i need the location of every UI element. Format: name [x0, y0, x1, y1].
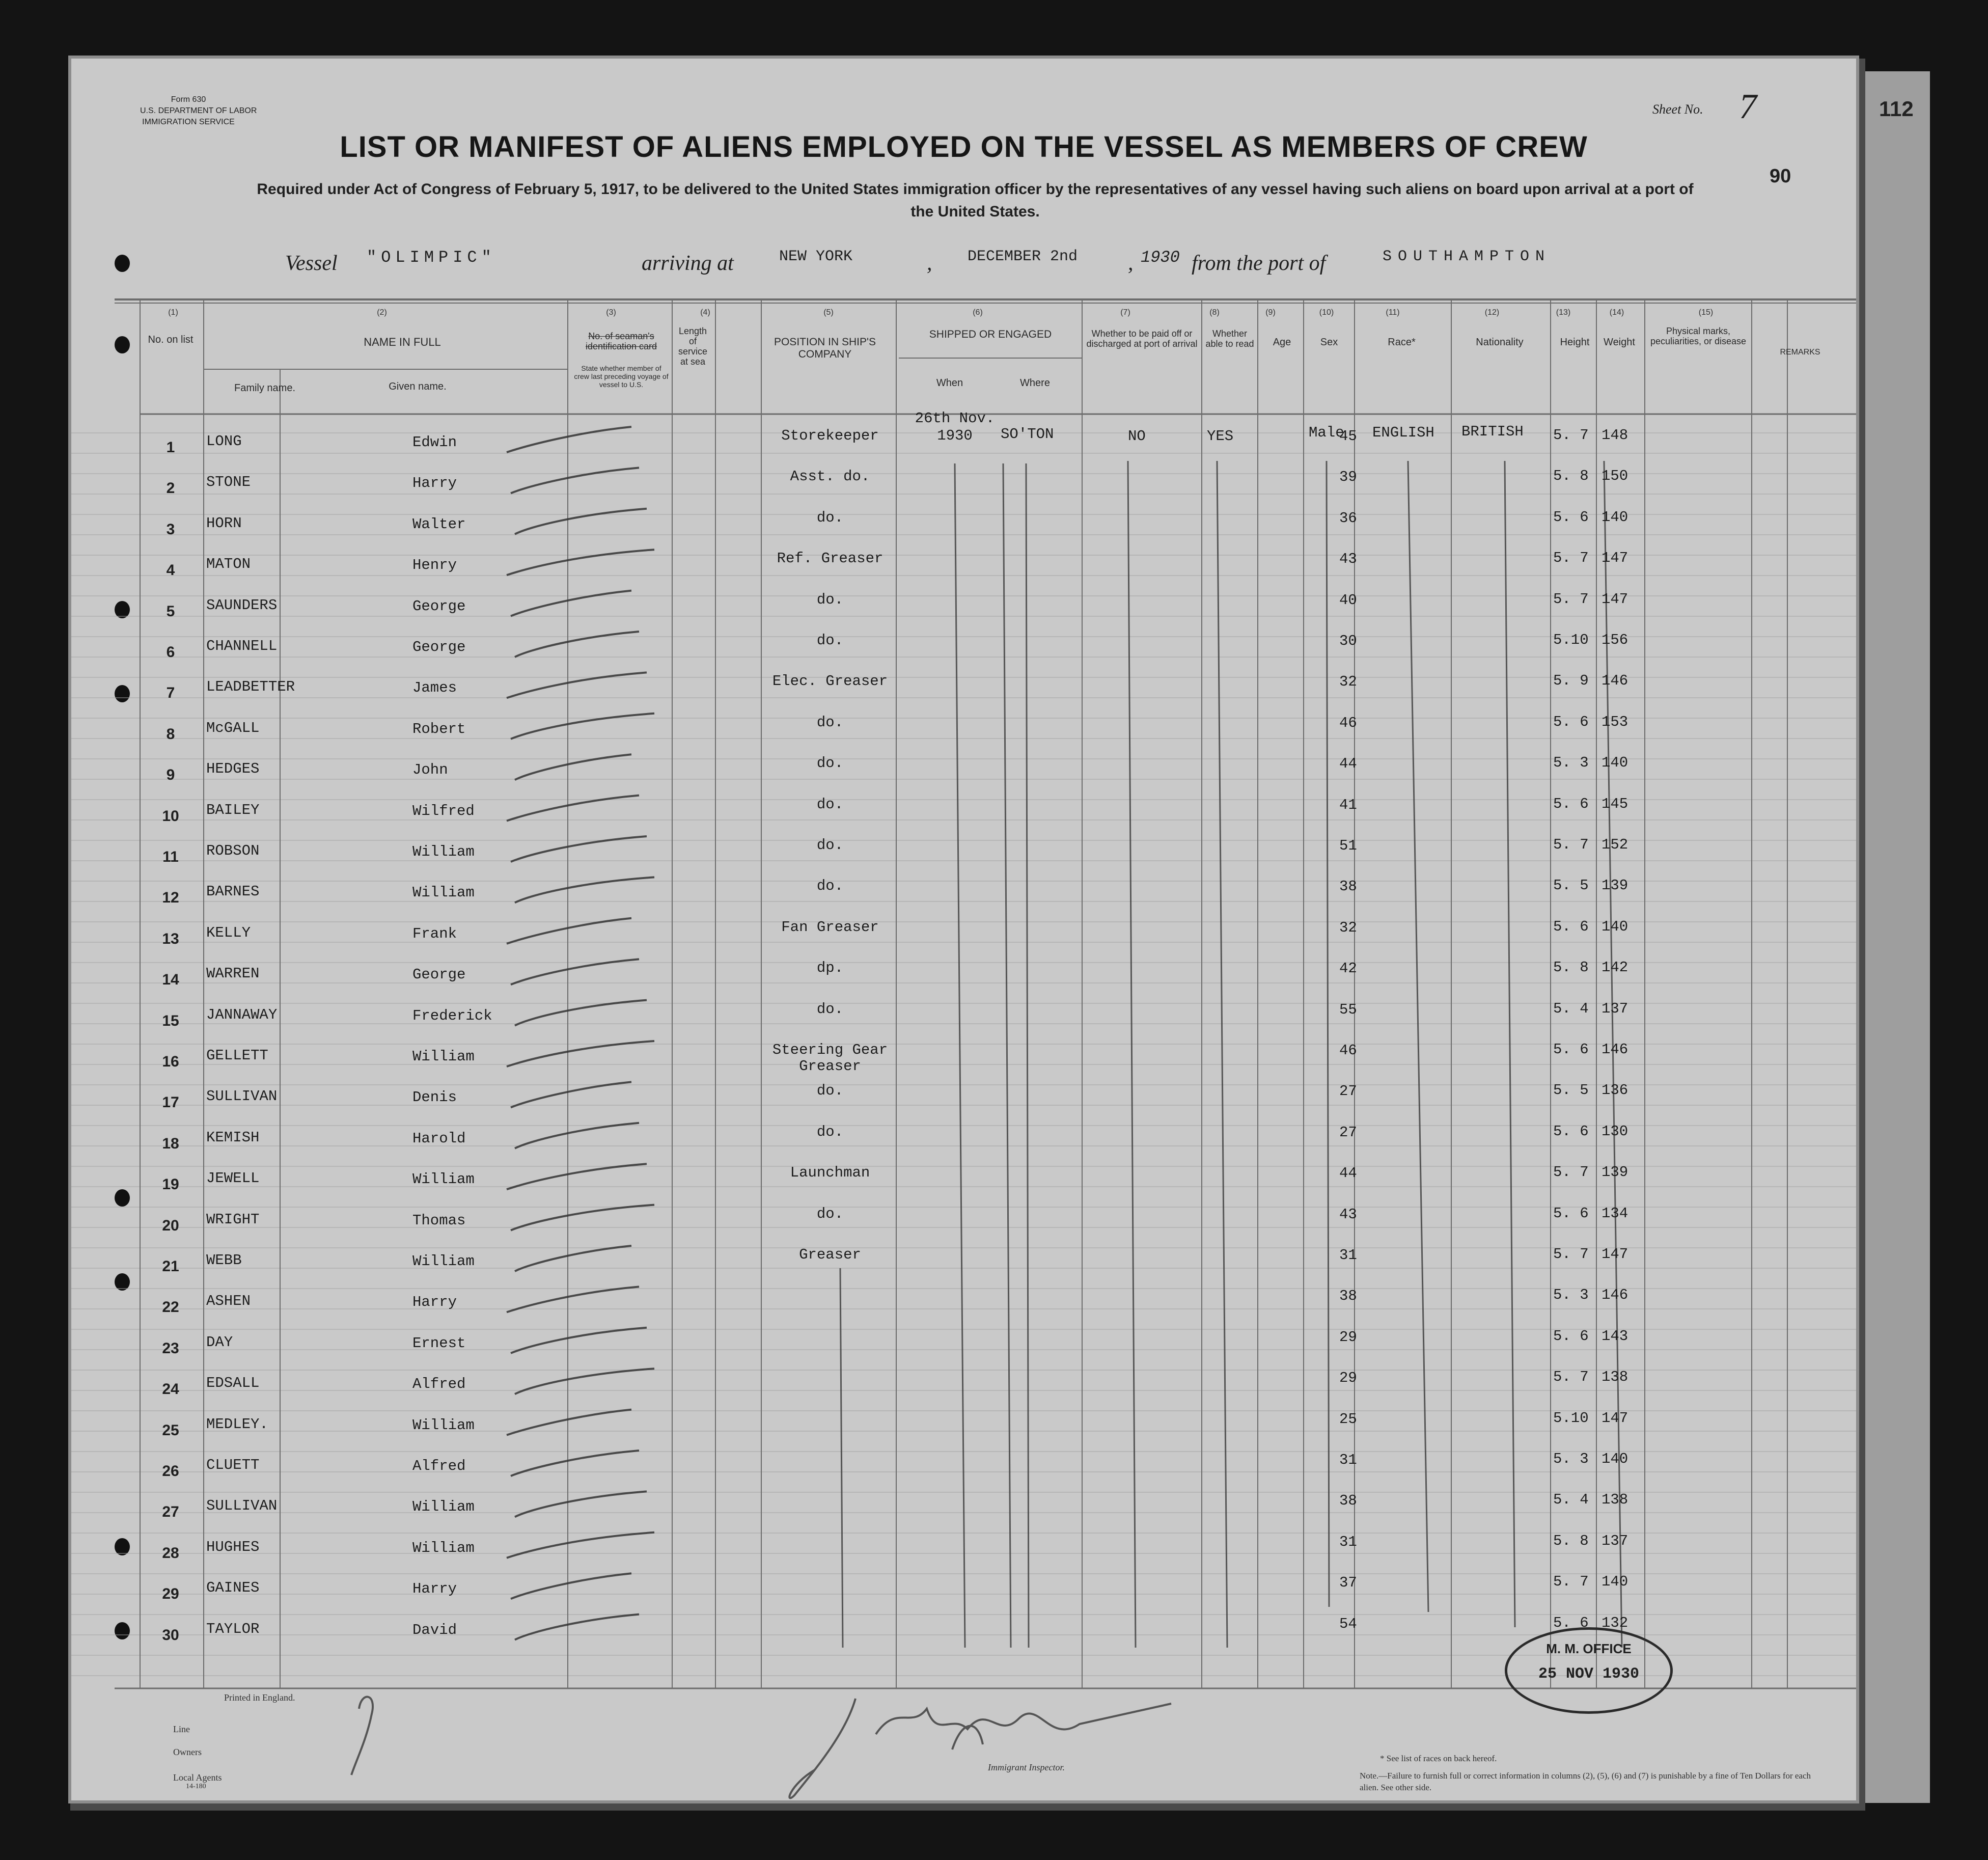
row-number: 13: [162, 930, 179, 947]
local-agents-label: Local Agents: [173, 1772, 222, 1783]
header-position: POSITION IN SHIP'S COMPANY: [774, 336, 876, 360]
sheet-number: 7: [1739, 87, 1757, 126]
weight: 145: [1602, 795, 1628, 812]
column-number: (11): [1386, 308, 1400, 317]
age: 27: [1339, 1124, 1357, 1141]
position: do.: [816, 1123, 844, 1140]
family-name: MEDLEY.: [206, 1415, 268, 1433]
height: 5. 7: [1553, 427, 1589, 444]
form-number: Form 630: [171, 95, 206, 104]
given-name: George: [412, 639, 466, 655]
family-name: HEDGES: [206, 760, 260, 778]
family-name: CLUETT: [206, 1457, 260, 1473]
row-number: 30: [162, 1626, 179, 1644]
header-where: Where: [1020, 377, 1050, 389]
header-nationality: Nationality: [1476, 337, 1524, 348]
given-name: Henry: [412, 557, 457, 574]
height: 5. 4: [1553, 1000, 1589, 1017]
row-number: 1: [166, 439, 175, 456]
family-name: LEADBETTER: [206, 678, 295, 696]
column-number: (7): [1120, 308, 1130, 317]
weight: 148: [1602, 427, 1628, 444]
weight: 147: [1602, 1246, 1628, 1263]
weight: 147: [1602, 1409, 1628, 1427]
row-number: 6: [166, 644, 175, 661]
column-number: (15): [1698, 308, 1714, 317]
family-name: ASHEN: [206, 1293, 251, 1310]
age: 40: [1339, 591, 1357, 609]
given-name: Ernest: [412, 1334, 466, 1352]
age: 36: [1339, 509, 1357, 527]
family-name: JANNAWAY: [206, 1006, 278, 1023]
weight: 140: [1602, 754, 1628, 772]
family-name: KELLY: [206, 924, 251, 941]
nationality-value: BRITISH: [1461, 423, 1524, 440]
age: 42: [1339, 960, 1357, 977]
page-title: LIST OR MANIFEST OF ALIENS EMPLOYED ON THE VESSEL AS MEMBERS OF CREW: [340, 130, 1588, 163]
family-name: EDSALL: [206, 1375, 260, 1392]
family-name: WRIGHT: [206, 1211, 260, 1228]
given-name: Edwin: [412, 434, 457, 451]
height: 5. 6: [1553, 1123, 1589, 1140]
age: 41: [1339, 796, 1357, 813]
age: 39: [1339, 469, 1357, 486]
given-name: William: [412, 1048, 475, 1065]
height: 5. 6: [1553, 1041, 1589, 1058]
position: do.: [816, 878, 844, 895]
position: do.: [816, 837, 844, 854]
age: 31: [1339, 1247, 1357, 1264]
position: Greaser: [799, 1246, 861, 1263]
header-family-name: Family name.: [234, 382, 296, 394]
given-name: William: [412, 843, 475, 860]
column-number: (2): [377, 308, 387, 317]
sex-value: Male: [1309, 424, 1344, 441]
given-name: Harry: [412, 475, 457, 492]
family-name: WARREN: [206, 965, 260, 982]
age: 29: [1339, 1370, 1357, 1387]
row-number: 4: [166, 562, 175, 579]
age: 45: [1339, 428, 1357, 445]
family-name: GELLETT: [206, 1047, 268, 1064]
weight: 142: [1602, 959, 1628, 976]
header-shipped-engaged: SHIPPED OR ENGAGED: [929, 329, 1052, 340]
family-name: BARNES: [206, 883, 260, 900]
given-name: William: [412, 1253, 475, 1270]
age: 44: [1339, 755, 1357, 773]
weight: 140: [1602, 918, 1628, 935]
column-number: (5): [823, 308, 834, 317]
height: 5. 7: [1553, 1573, 1589, 1591]
weight: 147: [1602, 550, 1628, 567]
position: dp.: [816, 960, 844, 977]
inspector-label: Immigrant Inspector.: [988, 1762, 1065, 1772]
given-name: John: [412, 761, 448, 779]
position: Elec. Greaser: [772, 673, 888, 690]
position: do.: [816, 755, 844, 772]
stamp-date: 25 NOV 1930: [1538, 1665, 1640, 1683]
weight: 130: [1602, 1123, 1628, 1140]
owners-label: Owners: [173, 1747, 202, 1757]
arriving-port: NEW YORK: [779, 248, 853, 265]
family-name: STONE: [206, 474, 251, 491]
row-number: 11: [162, 849, 179, 865]
family-name: DAY: [206, 1333, 233, 1351]
header-remarks: REMARKS: [1780, 348, 1820, 357]
family-name: MATON: [206, 556, 251, 573]
weight: 153: [1602, 713, 1628, 730]
age: 38: [1339, 878, 1357, 895]
age: 54: [1339, 1615, 1357, 1632]
given-name: George: [412, 597, 466, 615]
height: 5.10: [1553, 1409, 1589, 1427]
height: 5.10: [1553, 632, 1589, 648]
family-name: BAILEY: [206, 801, 260, 818]
vessel-name: "OLIMPIC": [367, 248, 496, 267]
back-page-edge: [1854, 71, 1930, 1803]
weight: 146: [1602, 672, 1628, 690]
column-number: (3): [606, 308, 616, 317]
printed-note: Printed in England.: [224, 1692, 295, 1703]
penalty-note: Note.—Failure to furnish full or correct information in columns (2), (5), (6) and (7) is punishable by a fine of Ten Dollars for each alien. See other side.: [1360, 1771, 1811, 1792]
engaged-date: 26th Nov. 1930: [915, 410, 995, 444]
weight: 140: [1602, 1573, 1628, 1591]
weight: 143: [1602, 1327, 1628, 1345]
header-sex: Sex: [1320, 337, 1338, 348]
height: 5. 5: [1553, 877, 1589, 894]
given-name: George: [412, 966, 466, 983]
family-name: KEMISH: [206, 1129, 260, 1146]
comma: ,: [927, 252, 932, 275]
row-number: 3: [166, 521, 175, 538]
given-name: Harry: [412, 1580, 457, 1598]
header-given-name: Given name.: [389, 381, 447, 392]
header-length-service: Length of service at sea: [678, 326, 707, 367]
given-name: Wilfred: [412, 802, 475, 819]
family-name: SAUNDERS: [206, 596, 278, 614]
weight: 147: [1602, 590, 1628, 608]
inspector-signature: [275, 1643, 1242, 1800]
header-seaman-card: No. of seaman's identification card: [585, 331, 657, 351]
age: 25: [1339, 1410, 1357, 1428]
family-name: WEBB: [206, 1252, 242, 1269]
manifest-sheet: [71, 59, 1856, 1800]
column-number: (4): [700, 308, 710, 317]
age: 27: [1339, 1083, 1357, 1100]
arrival-year: 1930: [1141, 248, 1180, 267]
vessel-label: Vessel: [285, 252, 338, 275]
height: 5. 3: [1553, 1287, 1589, 1304]
row-number: 7: [166, 685, 175, 702]
row-number: 12: [162, 889, 179, 907]
arrival-date: DECEMBER 2nd: [968, 248, 1078, 265]
given-name: Walter: [412, 515, 466, 533]
position: Ref. Greaser: [777, 550, 883, 567]
header-name-in-full: NAME IN FULL: [364, 336, 441, 348]
age: 46: [1339, 1042, 1357, 1059]
given-name: James: [412, 679, 457, 697]
weight: 146: [1602, 1287, 1628, 1304]
height: 5. 5: [1553, 1082, 1589, 1099]
header-no-on-list: No. on list: [148, 334, 194, 345]
ditto-lines: [840, 461, 1622, 1648]
service-name: IMMIGRATION SERVICE: [142, 118, 235, 126]
header-when: When: [936, 377, 963, 389]
column-number: (9): [1265, 308, 1276, 317]
given-name: Denis: [412, 1089, 457, 1106]
row-number: 29: [162, 1585, 179, 1603]
family-name: ROBSON: [206, 842, 260, 859]
form-code: 14-180: [186, 1783, 206, 1790]
row-number: 23: [162, 1339, 179, 1357]
weight: 139: [1602, 877, 1628, 894]
row-number: 15: [162, 1012, 179, 1029]
age: 43: [1339, 551, 1357, 568]
column-number: (14): [1609, 308, 1624, 317]
row-number: 24: [162, 1381, 179, 1398]
height: 5. 3: [1553, 1451, 1589, 1467]
height: 5. 6: [1553, 1614, 1589, 1631]
weight: 137: [1602, 1532, 1628, 1549]
row-number: 21: [162, 1258, 179, 1275]
row-number: 16: [162, 1053, 179, 1070]
position: Storekeeper: [781, 427, 879, 444]
column-number: (6): [973, 308, 983, 317]
height: 5. 7: [1553, 1164, 1589, 1181]
height: 5. 6: [1553, 713, 1589, 730]
office-stamp: [1505, 1627, 1673, 1714]
family-name: SULLIVAN: [206, 1088, 278, 1105]
height: 5. 9: [1553, 672, 1589, 690]
family-name: JEWELL: [206, 1170, 260, 1187]
position: do.: [816, 1082, 844, 1100]
department-name: U.S. DEPARTMENT OF LABOR: [140, 106, 257, 115]
column-number: (10): [1319, 308, 1334, 317]
row-number: 10: [162, 807, 179, 825]
given-name: William: [412, 1498, 475, 1516]
given-name: Alfred: [412, 1376, 466, 1393]
weight: 136: [1602, 1082, 1628, 1099]
height: 5. 7: [1553, 1246, 1589, 1263]
given-name: Harold: [412, 1130, 466, 1147]
row-number: 27: [162, 1503, 179, 1521]
handwritten-check-marks: [507, 427, 654, 1640]
weight: 156: [1602, 632, 1628, 648]
corner-number: 90: [1770, 166, 1791, 187]
age: 31: [1339, 1452, 1357, 1468]
age: 29: [1339, 1328, 1357, 1346]
given-name: Alfred: [412, 1458, 466, 1474]
age: 38: [1339, 1288, 1357, 1305]
row-number: 26: [162, 1463, 179, 1480]
column-number: (13): [1556, 308, 1571, 317]
sheet-label: Sheet No.: [1652, 102, 1703, 117]
height: 5. 6: [1553, 508, 1589, 526]
row-number: 14: [162, 971, 179, 989]
given-name: William: [412, 1539, 475, 1556]
position: Fan Greaser: [781, 918, 879, 936]
header-able-to-read: Whether able to read: [1205, 329, 1254, 349]
row-number: 22: [162, 1299, 179, 1316]
age: 31: [1339, 1533, 1357, 1550]
able-to-read-value: YES: [1207, 428, 1234, 445]
stamp-office: M. M. OFFICE: [1546, 1641, 1632, 1656]
paid-off-value: NO: [1128, 428, 1146, 445]
family-name: CHANNELL: [206, 638, 278, 654]
given-name: Robert: [412, 720, 466, 737]
age: 55: [1339, 1001, 1357, 1018]
given-name: Harry: [412, 1294, 457, 1311]
height: 5. 7: [1553, 1369, 1589, 1386]
column-number: (1): [168, 308, 178, 317]
row-number: 19: [162, 1176, 179, 1193]
header-weight: Weight: [1604, 337, 1635, 348]
age: 44: [1339, 1165, 1357, 1182]
given-name: David: [412, 1621, 457, 1638]
position: do.: [816, 1205, 844, 1222]
weight: 139: [1602, 1164, 1628, 1181]
family-name: LONG: [206, 433, 242, 450]
row-number: 9: [166, 767, 175, 784]
given-name: Frederick: [412, 1007, 492, 1024]
row-number: 2: [166, 480, 175, 497]
given-name: Frank: [412, 925, 457, 942]
position: Launchman: [790, 1164, 870, 1182]
age: 37: [1339, 1574, 1357, 1592]
given-name: William: [412, 884, 475, 901]
position: do.: [816, 1000, 844, 1018]
height: 5. 6: [1553, 1327, 1589, 1345]
back-page-number: 112: [1879, 97, 1914, 121]
page-subtitle: Required under Act of Congress of February 5, 1917, to be delivered to the United States immigration officer by the representatives of any vessel having such aliens on board upon arrival at a port of the United States.: [257, 181, 1694, 220]
comma: ,: [1128, 252, 1134, 275]
column-number: (8): [1209, 308, 1220, 317]
weight: 150: [1602, 468, 1628, 485]
height: 5. 6: [1553, 795, 1589, 812]
weight: 152: [1602, 836, 1628, 853]
height: 5. 7: [1553, 836, 1589, 853]
row-number: 18: [162, 1135, 179, 1152]
weight: 134: [1602, 1205, 1628, 1222]
header-seaman-card-note: State whether member of crew last preceding voyage of vessel to U.S.: [574, 364, 669, 389]
arriving-label: arriving at: [642, 252, 734, 275]
position: do.: [816, 796, 844, 813]
age: 32: [1339, 673, 1357, 691]
row-number: 25: [162, 1421, 179, 1439]
position: do.: [816, 714, 844, 731]
header-physical-marks: Physical marks, peculiarities, or disease: [1650, 326, 1747, 346]
position: Asst. do.: [790, 468, 870, 485]
weight: 146: [1602, 1041, 1628, 1058]
races-note: * See list of races on back hereof.: [1380, 1754, 1497, 1763]
given-name: William: [412, 1416, 475, 1434]
engaged-place: SO'TON: [1001, 426, 1054, 443]
age: 51: [1339, 837, 1357, 854]
family-name: HUGHES: [206, 1538, 260, 1555]
age: 43: [1339, 1206, 1357, 1223]
height: 5. 7: [1553, 550, 1589, 567]
height: 5. 6: [1553, 1205, 1589, 1222]
row-number: 8: [166, 725, 175, 743]
weight: 137: [1602, 1000, 1628, 1017]
height: 5. 4: [1553, 1491, 1589, 1509]
given-name: Thomas: [412, 1212, 466, 1229]
height: 5. 7: [1553, 590, 1589, 608]
height: 5. 8: [1553, 468, 1589, 485]
age: 46: [1339, 714, 1357, 731]
header-age: Age: [1273, 337, 1291, 348]
family-name: SULLIVAN: [206, 1497, 278, 1515]
family-name: HORN: [206, 514, 242, 532]
family-name: TAYLOR: [206, 1620, 260, 1637]
row-number: 20: [162, 1217, 179, 1234]
given-name: William: [412, 1171, 475, 1188]
family-name: McGALL: [206, 719, 260, 736]
height: 5. 8: [1553, 959, 1589, 976]
weight: 138: [1602, 1369, 1628, 1386]
weight: 138: [1602, 1491, 1628, 1509]
weight: 132: [1602, 1614, 1628, 1631]
position: do.: [816, 509, 844, 526]
line-label: Line: [173, 1724, 190, 1734]
header-race: Race*: [1388, 337, 1416, 348]
position: do.: [816, 632, 844, 649]
from-port-label: from the port of: [1192, 252, 1326, 275]
header-height: Height: [1560, 337, 1590, 348]
departure-port: SOUTHAMPTON: [1383, 248, 1551, 265]
column-number: (12): [1484, 308, 1500, 317]
header-paid-off: Whether to be paid off or discharged at port of arrival: [1086, 329, 1198, 349]
height: 5. 3: [1553, 754, 1589, 772]
weight: 140: [1602, 508, 1628, 526]
weight: 140: [1602, 1451, 1628, 1467]
row-number: 5: [166, 603, 175, 620]
height: 5. 6: [1553, 918, 1589, 935]
position: Steering Gear Greaser: [772, 1042, 888, 1075]
age: 30: [1339, 633, 1357, 649]
age: 32: [1339, 919, 1357, 936]
family-name: GAINES: [206, 1579, 260, 1597]
row-number: 17: [162, 1094, 179, 1111]
height: 5. 8: [1553, 1532, 1589, 1549]
race-value: ENGLISH: [1372, 424, 1434, 441]
age: 38: [1339, 1492, 1357, 1510]
row-number: 28: [162, 1544, 179, 1562]
position: do.: [816, 591, 844, 608]
